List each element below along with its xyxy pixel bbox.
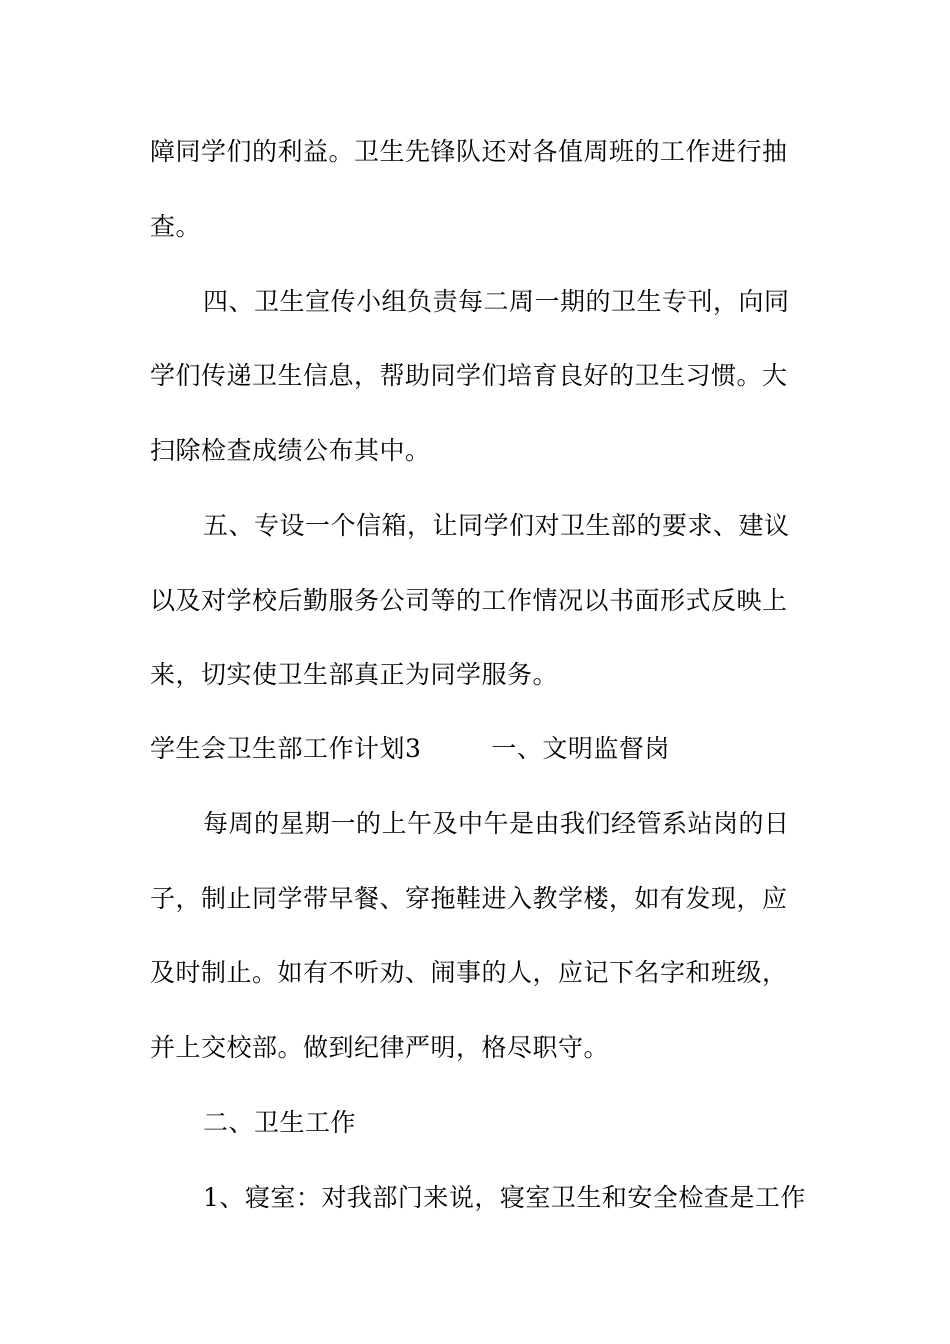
paragraph-line: 学们传递卫生信息，帮助同学们培育良好的卫生习惯。大 [150, 361, 788, 390]
paragraph-line: 障同学们的利益。卫生先锋队还对各值周班的工作进行抽 [150, 137, 788, 166]
paragraph-line: 子，制止同学带早餐、穿拖鞋进入教学楼，如有发现，应 [150, 884, 788, 913]
paragraph-line: 及时制止。如有不听劝、闹事的人，应记下名字和班级， [150, 958, 788, 987]
paragraph-line: 五、专设一个信箱，让同学们对卫生部的要求、建议 [203, 511, 790, 540]
section-heading-line [150, 733, 830, 765]
paragraph-line: 扫除检查成绩公布其中。 [150, 436, 431, 465]
paragraph-line: 1、寝室：对我部门来说，寝室卫生和安全检查是工作 [203, 1183, 806, 1212]
paragraph-line: 来，切实使卫生部真正为同学服务。 [150, 660, 559, 689]
paragraph-line: 每周的星期一的上午及中午是由我们经管系站岗的日 [203, 809, 790, 838]
paragraph-line: 以及对学校后勤服务公司等的工作情况以书面形式反映上 [150, 586, 788, 615]
subsection-title: 一、文明监督岗 [491, 734, 670, 763]
section-title: 学生会卫生部工作计划3 [150, 734, 422, 763]
subsection-heading: 二、卫生工作 [203, 1108, 357, 1137]
paragraph-line: 查。 [150, 212, 202, 241]
paragraph-line: 四、卫生宣传小组负责每二周一期的卫生专刊，向同 [203, 287, 790, 316]
paragraph-line: 并上交校部。做到纪律严明，格尽职守。 [150, 1033, 610, 1062]
